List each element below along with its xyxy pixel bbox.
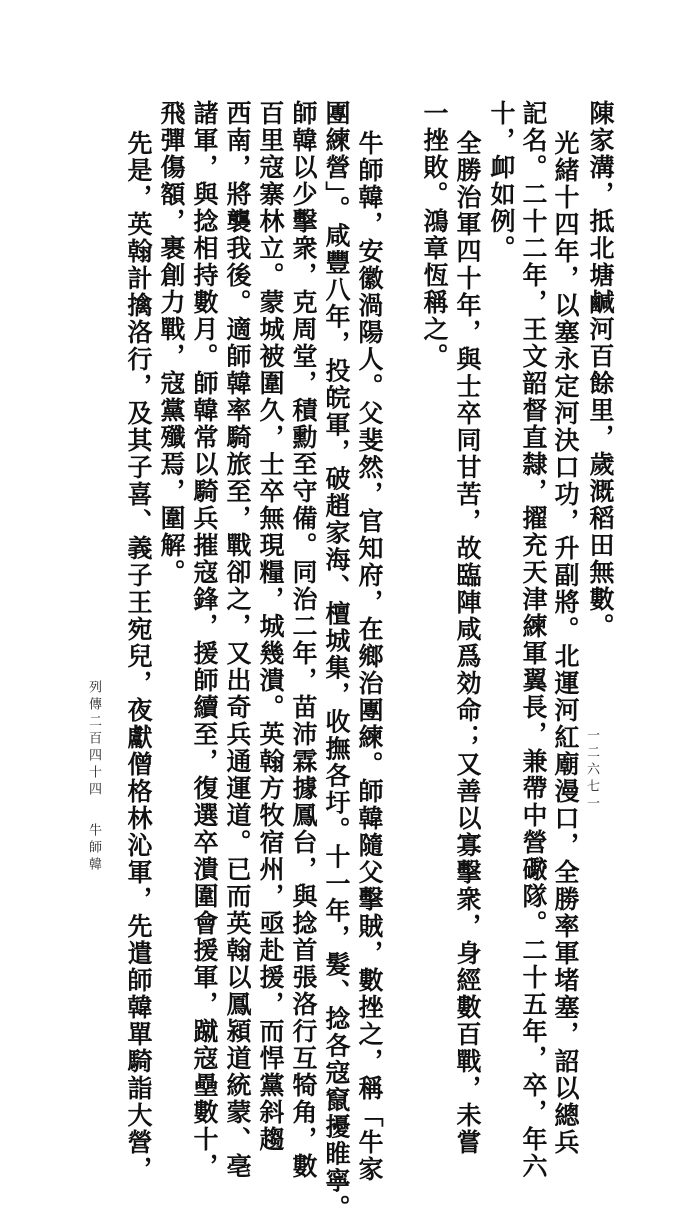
text-column-3: 記名。二十二年，王文韶督直隸，擢充天津練軍翼長，兼帶中營礮隊。二十五年，卒，年六	[519, 100, 548, 1180]
text-column-5: 全勝治軍四十年，與士卒同甘苦，故臨陣咸爲効命；又善以寡擊衆，身經數百戰，未嘗	[453, 130, 482, 1156]
text-column-8: 牛師韓，安徽渦陽人。父斐然，官知府，在鄉治團練。師韓隨父擊賊，數挫之，稱「牛家	[355, 130, 384, 1183]
running-header-title: 列傳二百四十四	[86, 680, 101, 799]
text-column-13: 諸軍，與捻相持數月。師韓常以騎兵摧寇鋒，援師續至，復選卒潰圍會援軍，蹴寇壘數十，	[190, 100, 219, 1180]
text-column-4: 十，卹如例。	[487, 100, 516, 262]
text-column-2: 光緒十四年，以塞永定河決口功，升副將。北運河紅廟漫口，全勝率軍堵塞，詔以總兵	[551, 130, 580, 1156]
text-column-6: 一挫敗。鴻章恆稱之。	[420, 100, 449, 370]
text-column-1: 陳家溝，抵北塘鹹河百餘里，歲溉稻田無數。	[586, 100, 615, 640]
text-column-10: 師韓以少擊衆，克周堂，積勳至守備。同治二年，苗沛霖據鳳台，與捻首張洛行互犄角，數	[289, 100, 318, 1180]
page-number: 一二六七一	[584, 728, 599, 813]
text-column-12: 西南，將襲我後。適師韓率騎旅至，戰卻之，又出奇兵通運道。已而英翰以鳳潁道統蒙、亳	[223, 100, 252, 1180]
text-column-9: 團練營」。咸豐八年，投皖軍，破趙家海、檀城集，收撫各圩。十一年，髮、捻各寇竄擾睢寧。	[322, 100, 351, 1222]
running-header-subject: 牛師韓	[86, 823, 101, 874]
text-column-14: 飛彈傷額，裹創力戰，寇黨殲焉，圍解。	[157, 100, 186, 586]
running-header	[84, 680, 103, 874]
text-column-11: 百里寇寨林立。蒙城被圍久，士卒無現糧，城幾潰。英翰方牧宿州，亟赴援，而悍黨斜趨	[256, 100, 285, 1153]
text-column-15: 先是，英翰計擒洛行，及其子喜、義子王宛兒，夜獻僧格林沁軍，先遣師韓單騎詣大營，	[124, 130, 153, 1183]
